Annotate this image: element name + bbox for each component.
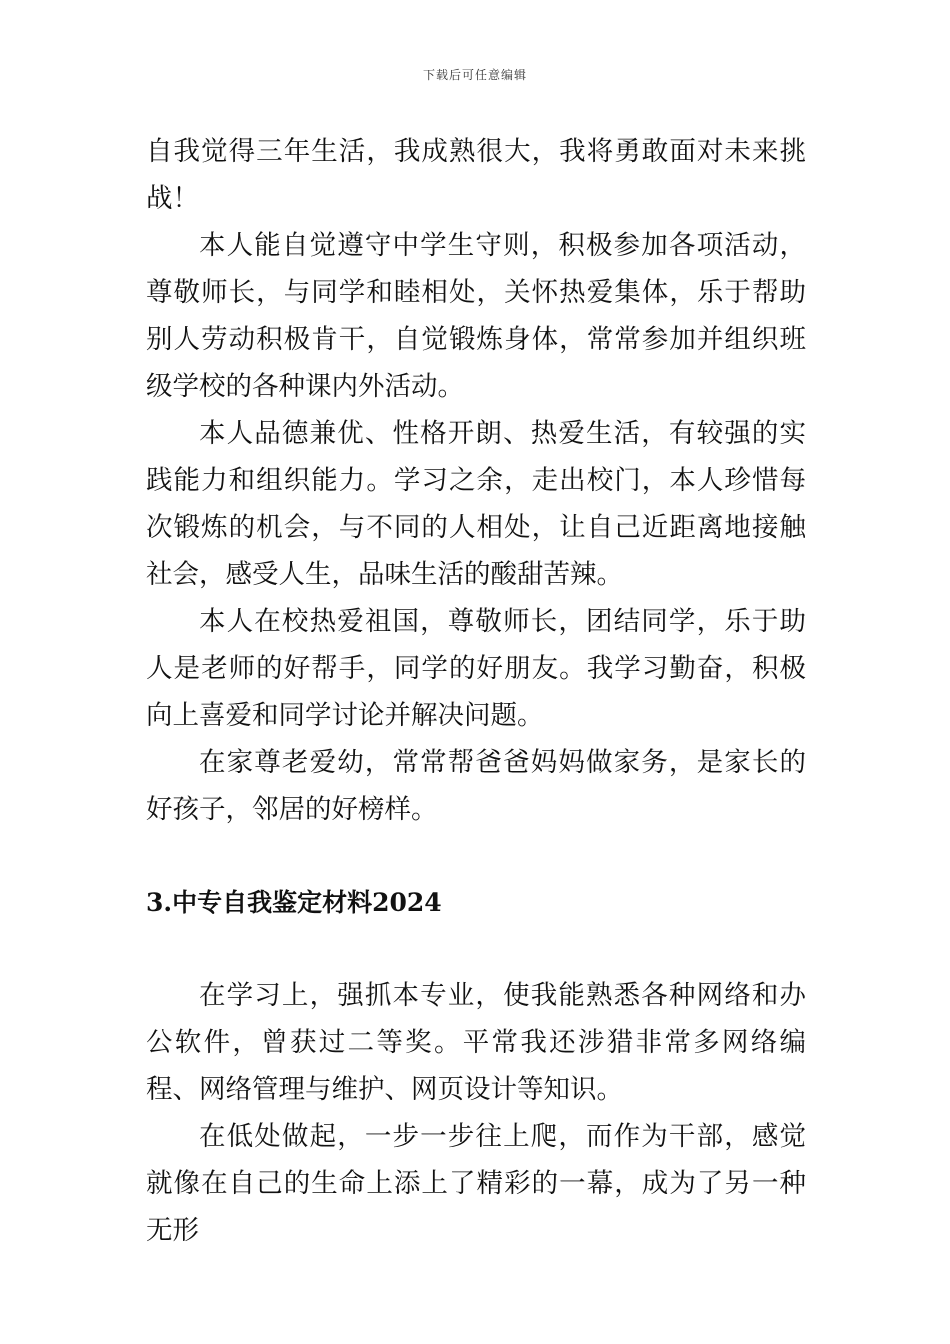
body-paragraph: 本人品德兼优、性格开朗、热爱生活，有较强的实践能力和组织能力。学习之余，走出校门，本人珍惜每次锻炼的机会，与不同的人相处，让自己近距离地接触社会，感受人生，品味生活的酸甜苦辣。: [146, 418, 806, 590]
page-header-note: 下载后可任意编辑: [422, 68, 527, 82]
body-paragraph: 本人在校热爱祖国，尊敬师长，团结同学，乐于助人是老师的好帮手，同学的好朋友。我学习勤奋，积极向上喜爱和同学讨论并解决问题。: [146, 606, 806, 731]
body-paragraph: 在学习上，强抓本专业，使我能熟悉各种网络和办公软件，曾获过二等奖。平常我还涉猎非常多网络编程、网络管理与维护、网页设计等知识。: [146, 980, 806, 1105]
section-heading: 3.中专自我鉴定材料2024: [146, 888, 442, 917]
body-paragraph: 在家尊老爱幼，常常帮爸爸妈妈做家务，是家长的好孩子，邻居的好榜样。: [146, 747, 806, 825]
document-body: [146, 128, 806, 1254]
body-paragraph: 在低处做起，一步一步往上爬，而作为干部，感觉就像在自己的生命上添上了精彩的一幕，成为了另一种无形: [146, 1121, 806, 1246]
body-paragraph: 本人能自觉遵守中学生守则，积极参加各项活动，尊敬师长，与同学和睦相处，关怀热爱集体，乐于帮助别人劳动积极肯干，自觉锻炼身体，常常参加并组织班级学校的各种课内外活动。: [146, 230, 806, 402]
body-paragraph: 自我觉得三年生活，我成熟很大，我将勇敢面对未来挑战！: [146, 136, 806, 214]
